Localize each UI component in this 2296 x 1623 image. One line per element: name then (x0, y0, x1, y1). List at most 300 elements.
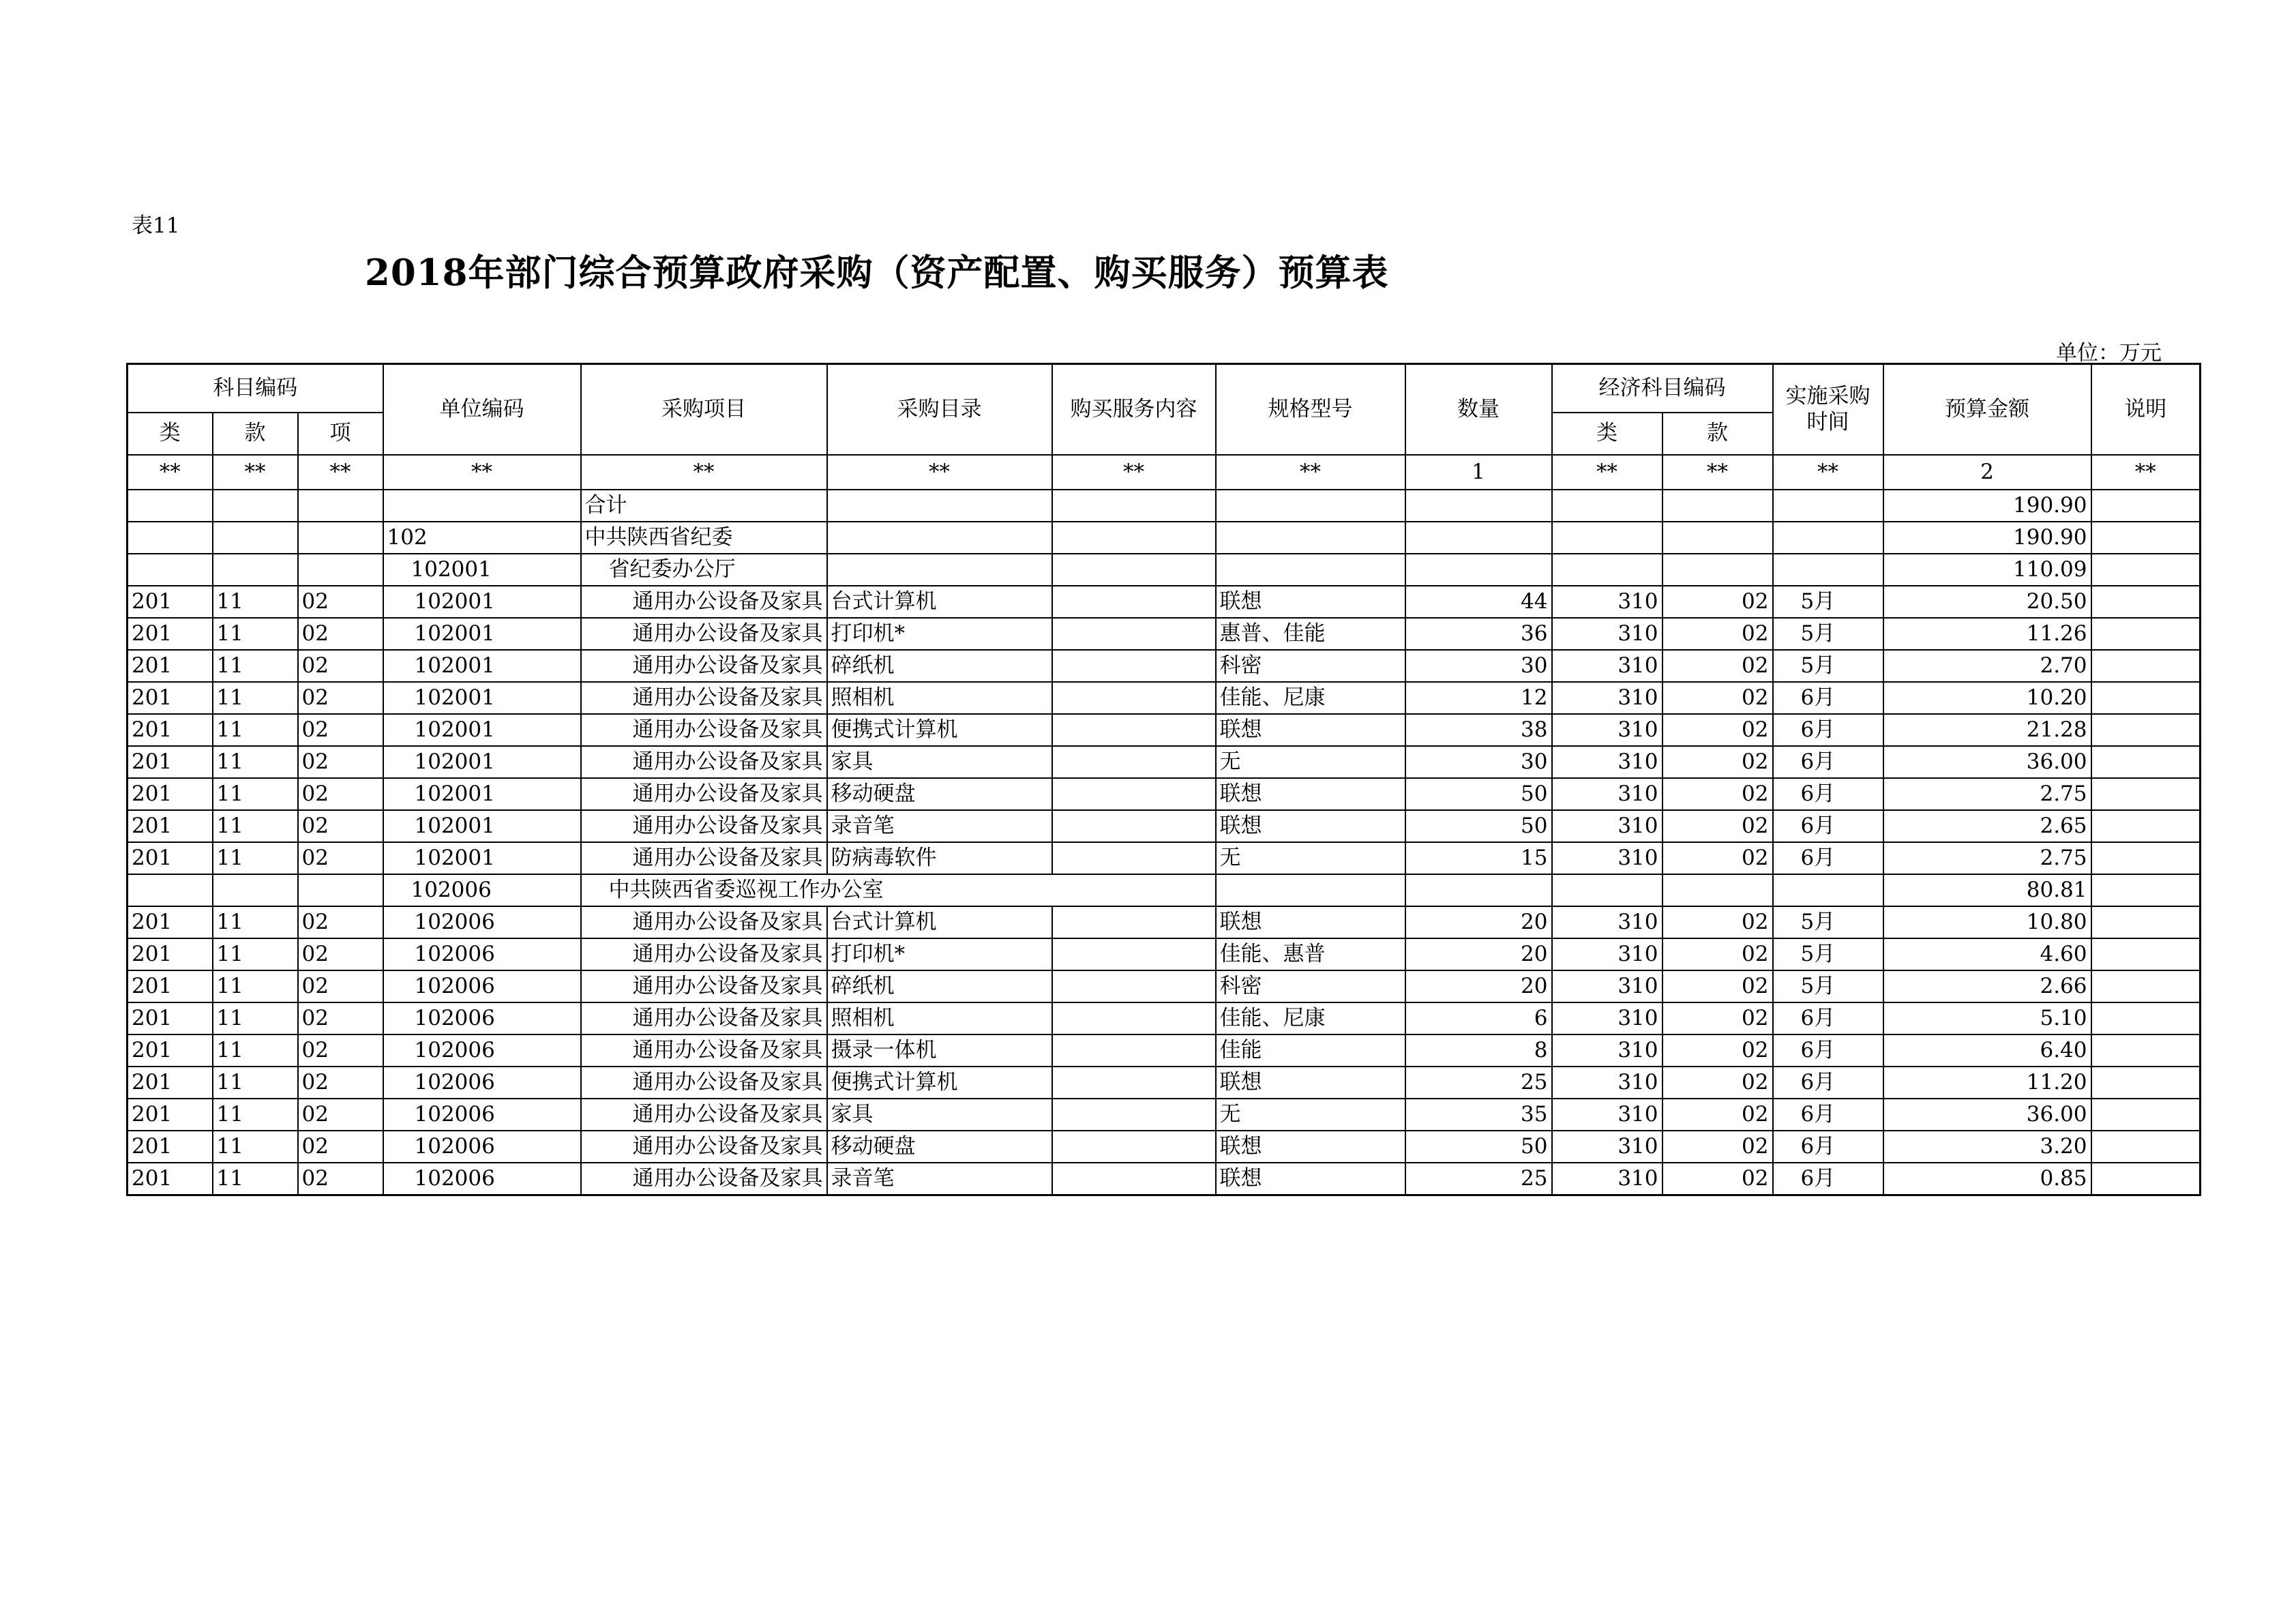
cell-service-content (1052, 906, 1216, 938)
cell-impl-time: 6月 (1773, 714, 1883, 746)
table-row (128, 1131, 2201, 1163)
cell-remark (2091, 1067, 2201, 1099)
empty-cell (1663, 554, 1773, 586)
cell-kuan: 11 (213, 906, 298, 938)
cell-econ-kuan: 02 (1663, 746, 1773, 778)
sub-unit-code: 102006 (383, 874, 581, 906)
header-quantity: 数量 (1405, 364, 1552, 455)
empty-cell (2091, 874, 2201, 906)
cell-proc-catalog: 台式计算机 (827, 586, 1052, 618)
table-row (128, 586, 2201, 618)
cell-lei: 201 (128, 1163, 213, 1195)
empty-cell (2091, 490, 2201, 522)
cell-kuan: 11 (213, 1131, 298, 1163)
cell-impl-time: 6月 (1773, 1099, 1883, 1131)
cell-econ-lei: 310 (1552, 906, 1663, 938)
cell-proc-catalog: 打印机* (827, 938, 1052, 970)
header-proc-catalog: 采购目录 (827, 364, 1052, 455)
cell-econ-lei: 310 (1552, 938, 1663, 970)
cell-kuan: 11 (213, 1163, 298, 1195)
cell-quantity: 12 (1405, 682, 1552, 714)
header-econ-code: 经济科目编码 (1552, 364, 1773, 413)
cell-lei: 201 (128, 906, 213, 938)
cell-kuan: 11 (213, 842, 298, 874)
cell-lei: 201 (128, 810, 213, 842)
empty-cell (1405, 874, 1552, 906)
cell-quantity: 25 (1405, 1163, 1552, 1195)
cell-xiang: 02 (298, 842, 383, 874)
cell-impl-time: 6月 (1773, 842, 1883, 874)
department-amount: 190.90 (1883, 522, 2091, 554)
cell-kuan: 11 (213, 586, 298, 618)
cell-kuan: 11 (213, 714, 298, 746)
cell-econ-kuan: 02 (1663, 810, 1773, 842)
cell-spec-model: 无 (1216, 842, 1405, 874)
cell-proc-catalog: 家具 (827, 1099, 1052, 1131)
cell-budget-amount: 3.20 (1883, 1131, 2091, 1163)
cell-unit-code: 102001 (383, 746, 581, 778)
cell-remark (2091, 842, 2201, 874)
budget-table (126, 363, 2201, 1196)
symbol-row (128, 455, 2201, 490)
cell-kuan: 11 (213, 746, 298, 778)
cell-remark (2091, 1163, 2201, 1195)
empty-cell (128, 554, 213, 586)
cell-impl-time: 5月 (1773, 970, 1883, 1002)
cell-budget-amount: 36.00 (1883, 746, 2091, 778)
table-row (128, 714, 2201, 746)
cell-remark (2091, 1002, 2201, 1034)
cell-econ-kuan: 02 (1663, 1163, 1773, 1195)
cell-xiang: 02 (298, 1163, 383, 1195)
cell-quantity: 20 (1405, 906, 1552, 938)
cell-lei: 201 (128, 1067, 213, 1099)
empty-cell (298, 874, 383, 906)
cell-remark (2091, 650, 2201, 682)
cell-spec-model: 联想 (1216, 810, 1405, 842)
cell-proc-catalog: 防病毒软件 (827, 842, 1052, 874)
cell-proc-item: 通用办公设备及家具 (581, 906, 827, 938)
cell-service-content (1052, 842, 1216, 874)
cell-lei: 201 (128, 938, 213, 970)
cell-proc-catalog: 照相机 (827, 682, 1052, 714)
cell-quantity: 6 (1405, 1002, 1552, 1034)
cell-proc-item: 通用办公设备及家具 (581, 970, 827, 1002)
cell-spec-model: 联想 (1216, 586, 1405, 618)
empty-cell (383, 490, 581, 522)
empty-cell (1663, 522, 1773, 554)
cell-quantity: 8 (1405, 1034, 1552, 1067)
cell-proc-item: 通用办公设备及家具 (581, 1002, 827, 1034)
page-title: 2018年部门综合预算政府采购（资产配置、购买服务）预算表 (365, 252, 1389, 294)
table-row (128, 842, 2201, 874)
cell-econ-kuan: 02 (1663, 1034, 1773, 1067)
cell-spec-model: 联想 (1216, 906, 1405, 938)
empty-cell (1405, 522, 1552, 554)
cell-proc-item: 通用办公设备及家具 (581, 1067, 827, 1099)
cell-remark (2091, 1131, 2201, 1163)
cell-xiang: 02 (298, 938, 383, 970)
cell-econ-lei: 310 (1552, 1034, 1663, 1067)
cell-impl-time: 6月 (1773, 1067, 1883, 1099)
cell-unit-code: 102006 (383, 1034, 581, 1067)
cell-budget-amount: 10.80 (1883, 906, 2091, 938)
cell-xiang: 02 (298, 1034, 383, 1067)
empty-cell (1052, 490, 1216, 522)
cell-lei: 201 (128, 970, 213, 1002)
symbol-cell: ** (2091, 455, 2201, 490)
cell-lei: 201 (128, 618, 213, 650)
cell-impl-time: 6月 (1773, 1163, 1883, 1195)
cell-unit-code: 102001 (383, 714, 581, 746)
cell-proc-item: 通用办公设备及家具 (581, 1131, 827, 1163)
cell-econ-lei: 310 (1552, 618, 1663, 650)
cell-budget-amount: 2.75 (1883, 842, 2091, 874)
total-label: 合计 (581, 490, 827, 522)
empty-cell (1216, 522, 1405, 554)
cell-econ-lei: 310 (1552, 1131, 1663, 1163)
cell-service-content (1052, 1163, 1216, 1195)
cell-xiang: 02 (298, 650, 383, 682)
cell-unit-code: 102006 (383, 906, 581, 938)
cell-quantity: 38 (1405, 714, 1552, 746)
cell-budget-amount: 10.20 (1883, 682, 2091, 714)
cell-quantity: 36 (1405, 618, 1552, 650)
cell-econ-lei: 310 (1552, 682, 1663, 714)
empty-cell (1773, 554, 1883, 586)
cell-econ-kuan: 02 (1663, 1067, 1773, 1099)
cell-xiang: 02 (298, 810, 383, 842)
header-lei: 类 (128, 413, 213, 455)
cell-proc-item: 通用办公设备及家具 (581, 842, 827, 874)
cell-impl-time: 6月 (1773, 1131, 1883, 1163)
symbol-cell: 1 (1405, 455, 1552, 490)
cell-xiang: 02 (298, 1067, 383, 1099)
empty-cell (213, 874, 298, 906)
cell-xiang: 02 (298, 778, 383, 810)
cell-quantity: 50 (1405, 810, 1552, 842)
cell-unit-code: 102006 (383, 1131, 581, 1163)
cell-proc-item: 通用办公设备及家具 (581, 778, 827, 810)
cell-service-content (1052, 1099, 1216, 1131)
cell-lei: 201 (128, 586, 213, 618)
cell-kuan: 11 (213, 970, 298, 1002)
cell-lei: 201 (128, 1034, 213, 1067)
cell-quantity: 15 (1405, 842, 1552, 874)
cell-econ-kuan: 02 (1663, 842, 1773, 874)
cell-proc-catalog: 打印机* (827, 618, 1052, 650)
cell-econ-lei: 310 (1552, 842, 1663, 874)
cell-spec-model: 科密 (1216, 650, 1405, 682)
cell-proc-item: 通用办公设备及家具 (581, 714, 827, 746)
cell-service-content (1052, 1067, 1216, 1099)
cell-econ-kuan: 02 (1663, 682, 1773, 714)
cell-econ-kuan: 02 (1663, 618, 1773, 650)
empty-cell (1216, 554, 1405, 586)
cell-unit-code: 102001 (383, 682, 581, 714)
symbol-cell: ** (827, 455, 1052, 490)
cell-xiang: 02 (298, 682, 383, 714)
empty-cell (128, 874, 213, 906)
cell-proc-catalog: 家具 (827, 746, 1052, 778)
empty-cell (298, 522, 383, 554)
cell-proc-item: 通用办公设备及家具 (581, 1163, 827, 1195)
cell-kuan: 11 (213, 1002, 298, 1034)
sheet-label: 表11 (132, 213, 180, 238)
cell-spec-model: 科密 (1216, 970, 1405, 1002)
cell-proc-catalog: 照相机 (827, 1002, 1052, 1034)
cell-econ-kuan: 02 (1663, 778, 1773, 810)
cell-spec-model: 联想 (1216, 1163, 1405, 1195)
cell-service-content (1052, 714, 1216, 746)
table-row (128, 682, 2201, 714)
cell-xiang: 02 (298, 906, 383, 938)
cell-spec-model: 惠普、佳能 (1216, 618, 1405, 650)
empty-cell (1663, 874, 1773, 906)
cell-unit-code: 102006 (383, 938, 581, 970)
cell-budget-amount: 21.28 (1883, 714, 2091, 746)
cell-impl-time: 5月 (1773, 586, 1883, 618)
cell-lei: 201 (128, 714, 213, 746)
empty-cell (1773, 522, 1883, 554)
cell-kuan: 11 (213, 682, 298, 714)
sub-unit-name: 省纪委办公厅 (581, 554, 827, 586)
sub-unit-code: 102001 (383, 554, 581, 586)
unit-label: 单位：万元 (2056, 341, 2162, 366)
cell-lei: 201 (128, 778, 213, 810)
cell-proc-catalog: 摄录一体机 (827, 1034, 1052, 1067)
cell-spec-model: 无 (1216, 1099, 1405, 1131)
cell-budget-amount: 2.65 (1883, 810, 2091, 842)
cell-impl-time: 6月 (1773, 778, 1883, 810)
sub-unit-row (128, 554, 2201, 586)
empty-cell (1773, 490, 1883, 522)
cell-xiang: 02 (298, 714, 383, 746)
cell-quantity: 25 (1405, 1067, 1552, 1099)
cell-econ-kuan: 02 (1663, 714, 1773, 746)
empty-cell (213, 490, 298, 522)
header-econ-kuan: 款 (1663, 413, 1773, 455)
table-row (128, 1067, 2201, 1099)
symbol-cell: ** (1773, 455, 1883, 490)
department-name: 中共陕西省纪委 (581, 522, 827, 554)
cell-kuan: 11 (213, 810, 298, 842)
cell-impl-time: 6月 (1773, 682, 1883, 714)
cell-lei: 201 (128, 650, 213, 682)
cell-kuan: 11 (213, 778, 298, 810)
header-proc-item: 采购项目 (581, 364, 827, 455)
empty-cell (827, 522, 1052, 554)
empty-cell (298, 490, 383, 522)
cell-proc-item: 通用办公设备及家具 (581, 586, 827, 618)
cell-proc-catalog: 录音笔 (827, 1163, 1052, 1195)
header-econ-lei: 类 (1552, 413, 1663, 455)
cell-econ-kuan: 02 (1663, 650, 1773, 682)
header-xiang: 项 (298, 413, 383, 455)
cell-quantity: 30 (1405, 746, 1552, 778)
header-spec-model: 规格型号 (1216, 364, 1405, 455)
total-amount: 190.90 (1883, 490, 2091, 522)
empty-cell (213, 554, 298, 586)
empty-cell (128, 490, 213, 522)
cell-quantity: 20 (1405, 970, 1552, 1002)
cell-service-content (1052, 746, 1216, 778)
empty-cell (1773, 874, 1883, 906)
cell-quantity: 35 (1405, 1099, 1552, 1131)
cell-proc-item: 通用办公设备及家具 (581, 618, 827, 650)
cell-spec-model: 佳能、尼康 (1216, 1002, 1405, 1034)
empty-cell (1216, 490, 1405, 522)
cell-unit-code: 102001 (383, 842, 581, 874)
cell-econ-kuan: 02 (1663, 970, 1773, 1002)
cell-proc-item: 通用办公设备及家具 (581, 1099, 827, 1131)
empty-cell (827, 490, 1052, 522)
cell-kuan: 11 (213, 1099, 298, 1131)
cell-budget-amount: 2.70 (1883, 650, 2091, 682)
cell-unit-code: 102001 (383, 778, 581, 810)
cell-budget-amount: 4.60 (1883, 938, 2091, 970)
cell-econ-lei: 310 (1552, 810, 1663, 842)
symbol-cell: ** (383, 455, 581, 490)
symbol-cell: 2 (1883, 455, 2091, 490)
cell-service-content (1052, 618, 1216, 650)
cell-xiang: 02 (298, 970, 383, 1002)
cell-budget-amount: 5.10 (1883, 1002, 2091, 1034)
cell-unit-code: 102006 (383, 970, 581, 1002)
cell-quantity: 30 (1405, 650, 1552, 682)
cell-impl-time: 5月 (1773, 938, 1883, 970)
cell-lei: 201 (128, 746, 213, 778)
cell-spec-model: 联想 (1216, 1067, 1405, 1099)
empty-cell (1405, 490, 1552, 522)
symbol-cell: ** (128, 455, 213, 490)
cell-remark (2091, 778, 2201, 810)
cell-proc-catalog: 碎纸机 (827, 970, 1052, 1002)
header-remark: 说明 (2091, 364, 2201, 455)
cell-impl-time: 5月 (1773, 618, 1883, 650)
cell-proc-catalog: 碎纸机 (827, 650, 1052, 682)
cell-service-content (1052, 650, 1216, 682)
cell-spec-model: 联想 (1216, 714, 1405, 746)
cell-impl-time: 6月 (1773, 810, 1883, 842)
cell-service-content (1052, 1002, 1216, 1034)
table-row (128, 1002, 2201, 1034)
empty-cell (1663, 490, 1773, 522)
cell-proc-catalog: 移动硬盘 (827, 1131, 1052, 1163)
cell-remark (2091, 1034, 2201, 1067)
department-row (128, 522, 2201, 554)
empty-cell (128, 522, 213, 554)
cell-unit-code: 102006 (383, 1002, 581, 1034)
cell-quantity: 50 (1405, 1131, 1552, 1163)
cell-remark (2091, 906, 2201, 938)
cell-xiang: 02 (298, 1131, 383, 1163)
cell-service-content (1052, 938, 1216, 970)
header-service-content: 购买服务内容 (1052, 364, 1216, 455)
cell-service-content (1052, 970, 1216, 1002)
cell-econ-kuan: 02 (1663, 1002, 1773, 1034)
cell-service-content (1052, 586, 1216, 618)
cell-spec-model: 佳能、尼康 (1216, 682, 1405, 714)
symbol-cell: ** (1052, 455, 1216, 490)
cell-econ-lei: 310 (1552, 1163, 1663, 1195)
cell-econ-kuan: 02 (1663, 906, 1773, 938)
symbol-cell: ** (581, 455, 827, 490)
cell-econ-lei: 310 (1552, 746, 1663, 778)
cell-quantity: 20 (1405, 938, 1552, 970)
empty-cell (827, 554, 1052, 586)
cell-unit-code: 102006 (383, 1163, 581, 1195)
cell-remark (2091, 682, 2201, 714)
empty-cell (1552, 874, 1663, 906)
cell-xiang: 02 (298, 618, 383, 650)
cell-proc-item: 通用办公设备及家具 (581, 650, 827, 682)
cell-proc-item: 通用办公设备及家具 (581, 682, 827, 714)
cell-lei: 201 (128, 682, 213, 714)
empty-cell (213, 522, 298, 554)
cell-spec-model: 无 (1216, 746, 1405, 778)
cell-impl-time: 6月 (1773, 1002, 1883, 1034)
cell-remark (2091, 810, 2201, 842)
cell-unit-code: 102006 (383, 1067, 581, 1099)
cell-lei: 201 (128, 842, 213, 874)
symbol-cell: ** (1663, 455, 1773, 490)
table-row (128, 810, 2201, 842)
cell-quantity: 50 (1405, 778, 1552, 810)
cell-proc-item: 通用办公设备及家具 (581, 1034, 827, 1067)
sub-unit-row (128, 874, 2201, 906)
table-row (128, 1034, 2201, 1067)
symbol-cell: ** (1216, 455, 1405, 490)
department-code: 102 (383, 522, 581, 554)
cell-service-content (1052, 1034, 1216, 1067)
table-row (128, 1163, 2201, 1195)
table-row (128, 778, 2201, 810)
table-row (128, 938, 2201, 970)
table-row (128, 618, 2201, 650)
total-row (128, 490, 2201, 522)
cell-spec-model: 联想 (1216, 778, 1405, 810)
header-impl-time: 实施采购时间 (1773, 364, 1883, 455)
empty-cell (2091, 554, 2201, 586)
table-row (128, 1099, 2201, 1131)
cell-econ-lei: 310 (1552, 586, 1663, 618)
header-budget-amount: 预算金额 (1883, 364, 2091, 455)
table-row (128, 650, 2201, 682)
cell-kuan: 11 (213, 650, 298, 682)
cell-remark (2091, 970, 2201, 1002)
cell-budget-amount: 11.26 (1883, 618, 2091, 650)
cell-unit-code: 102001 (383, 650, 581, 682)
cell-remark (2091, 586, 2201, 618)
empty-cell (2091, 522, 2201, 554)
cell-econ-lei: 310 (1552, 1067, 1663, 1099)
sub-unit-amount: 110.09 (1883, 554, 2091, 586)
cell-service-content (1052, 778, 1216, 810)
cell-service-content (1052, 810, 1216, 842)
cell-econ-kuan: 02 (1663, 1099, 1773, 1131)
cell-impl-time: 6月 (1773, 1034, 1883, 1067)
cell-budget-amount: 2.66 (1883, 970, 2091, 1002)
cell-econ-lei: 310 (1552, 650, 1663, 682)
table-row (128, 970, 2201, 1002)
cell-kuan: 11 (213, 938, 298, 970)
cell-unit-code: 102001 (383, 618, 581, 650)
cell-unit-code: 102001 (383, 810, 581, 842)
cell-remark (2091, 1099, 2201, 1131)
cell-kuan: 11 (213, 1034, 298, 1067)
empty-cell (1552, 554, 1663, 586)
